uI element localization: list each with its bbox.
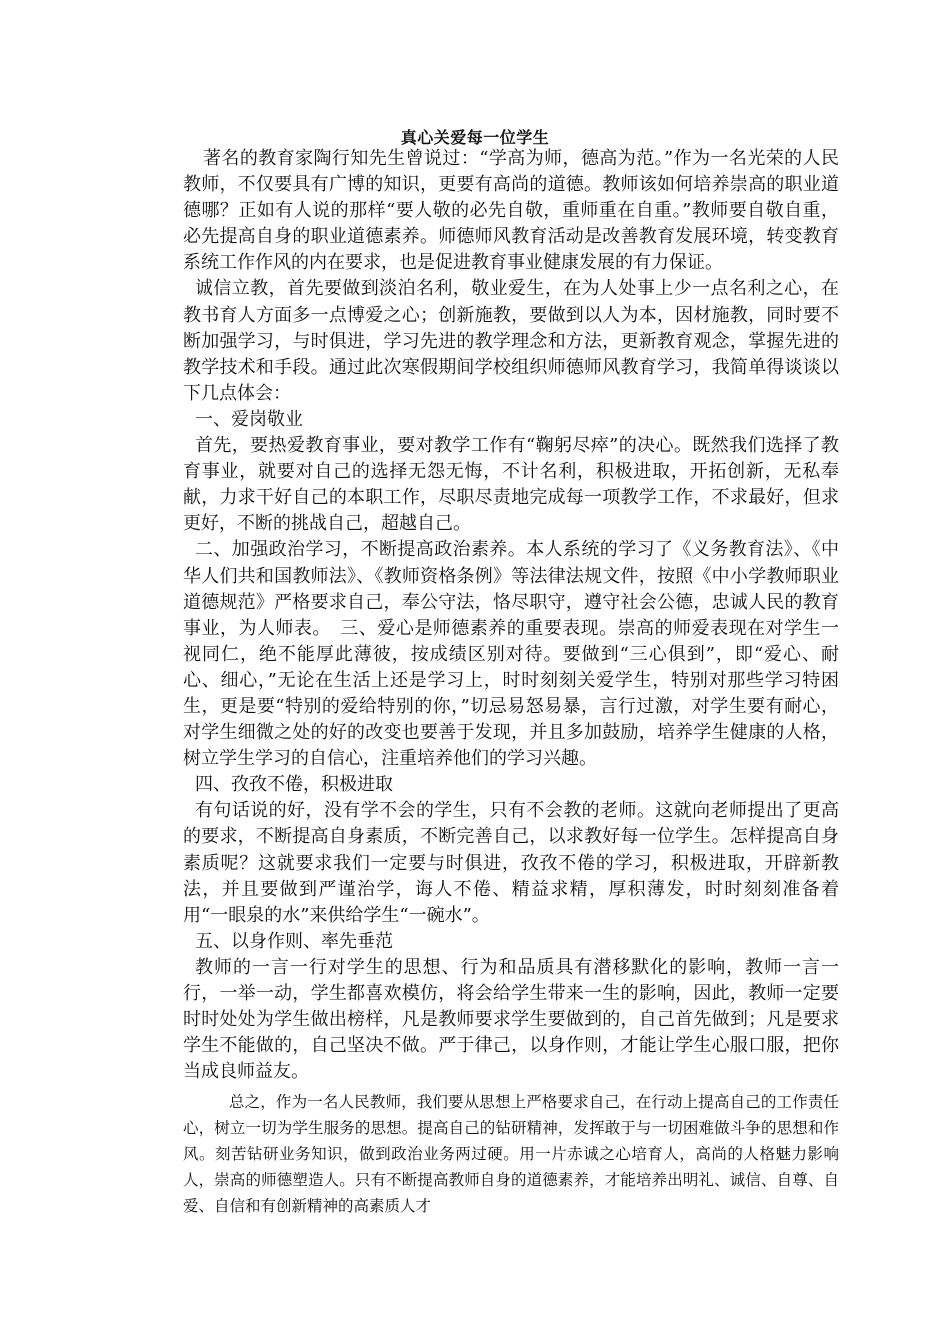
paragraph-intro: 著名的教育家陶行知先生曾说过：“学高为师，德高为范。”作为一名光荣的人民教师，不仅要具有广博的知识，更要有高尚的道德。教师该如何培养崇高的职业道德哪？正如有人说的那样“要人敬的必先自敬，重师重在自重。”教师要自敬自重，必先提高自身的职业道德素养。师德师风教育活动是改善教育发展环境，转变教育系统工作作风的内在要求，也是促进教育事业健康发展的有力保证。	[183, 148, 839, 274]
document-body	[183, 146, 839, 1219]
paragraph-conclusion: 总之，作为一名人民教师，我们要从思想上严格要求自己，在行动上提高自己的工作责任心，树立一切为学生服务的思想。提高自己的钻研精神，发挥敢于与一切困难做斗争的思想和作风。刻苦钻研业务知识，做到政治业务两过硬。用一片赤诚之心培育人，高尚的人格魅力影响人，崇高的师德塑造人。只有不断提高教师自身的道德素养，才能培养出明礼、诚信、自尊、自爱、自信和有创新精神的高素质人才	[183, 1093, 839, 1216]
section-heading-4: 四、孜孜不倦，积极进取	[195, 774, 393, 796]
paragraph-section-4: 有句话说的好，没有学不会的学生，只有不会教的老师。这就向老师提出了更高的要求，不断提高自身素质，不断完善自己，以求教好每一位学生。怎样提高自身素质呢？这就要求我们一定要与时俱进，孜孜不倦的学习，积极进取，开辟新教法，并且要做到严谨治学，诲人不倦、精益求精，厚积薄发，时时刻刻准备着用“一眼泉的水”来供给学生“一碗水”。	[183, 800, 839, 926]
paragraph-section-1: 首先，要热爱教育事业，要对教学工作有“鞠躬尽瘁”的决心。既然我们选择了教育事业，就要对自己的选择无怨无悔，不计名利，积极进取，开拓创新，无私奉献，力求干好自己的本职工作，尽职尽责地完成每一项教学工作，不求最好，但求更好，不断的挑战自己，超越自己。	[183, 435, 839, 535]
paragraph-integrity: 诚信立教，首先要做到淡泊名利，敬业爱生，在为人处事上少一点名利之心，在教书育人方面多一点博爱之心；创新施教，要做到以人为本，因材施教，同时要不断加强学习，与时俱进，学习先进的教学理念和方法，更新教育观念，掌握先进的教学技术和手段。通过此次寒假期间学校组织师德师风教育学习，我简单得谈谈以下几点体会：	[183, 278, 839, 404]
section-heading-5: 五、以身作则、率先垂范	[195, 930, 393, 952]
paragraph-section-2-3: 二、加强政治学习，不断提高政治素养。本人系统的学习了《义务教育法》、《中华人们共和国教师法》、《教师资格条例》等法律法规文件，按照《中小学教师职业道德规范》严格要求自己，奉公守法，恪尽职守，遵守社会公德，忠诚人民的教育事业，为人师表。 三、爱心是师德素养的重要表现。崇高的师爱表现在对学生一视同仁，绝不能厚此薄彼，按成绩区别对待。要做到“三心俱到”，即“爱心、耐心、细心，”无论在生活上还是学习上，时时刻刻关爱学生，特别对那些学习特困生，更是要“特别的爱给特别的你，”切忌易怒易暴，言行过激，对学生要有耐心，对学生细微之处的好的改变也要善于发现，并且多加鼓励，培养学生健康的人格，树立学生学习的自信心，注重培养他们的学习兴趣。	[183, 539, 839, 770]
section-heading-1: 一、爱岗敬业	[195, 408, 303, 430]
document-title: 真心关爱每一位学生	[400, 128, 550, 147]
paragraph-section-5: 教师的一言一行对学生的思想、行为和品质具有潜移默化的影响，教师一言一行，一举一动，学生都喜欢模仿，将会给学生带来一生的影响，因此，教师一定要时时处处为学生做出榜样，凡是教师要求学生要做到的，自己首先做到；凡是要求学生不能做的，自己坚决不做。严于律己，以身作则，才能让学生心服口服，把你当成良师益友。	[183, 956, 839, 1083]
